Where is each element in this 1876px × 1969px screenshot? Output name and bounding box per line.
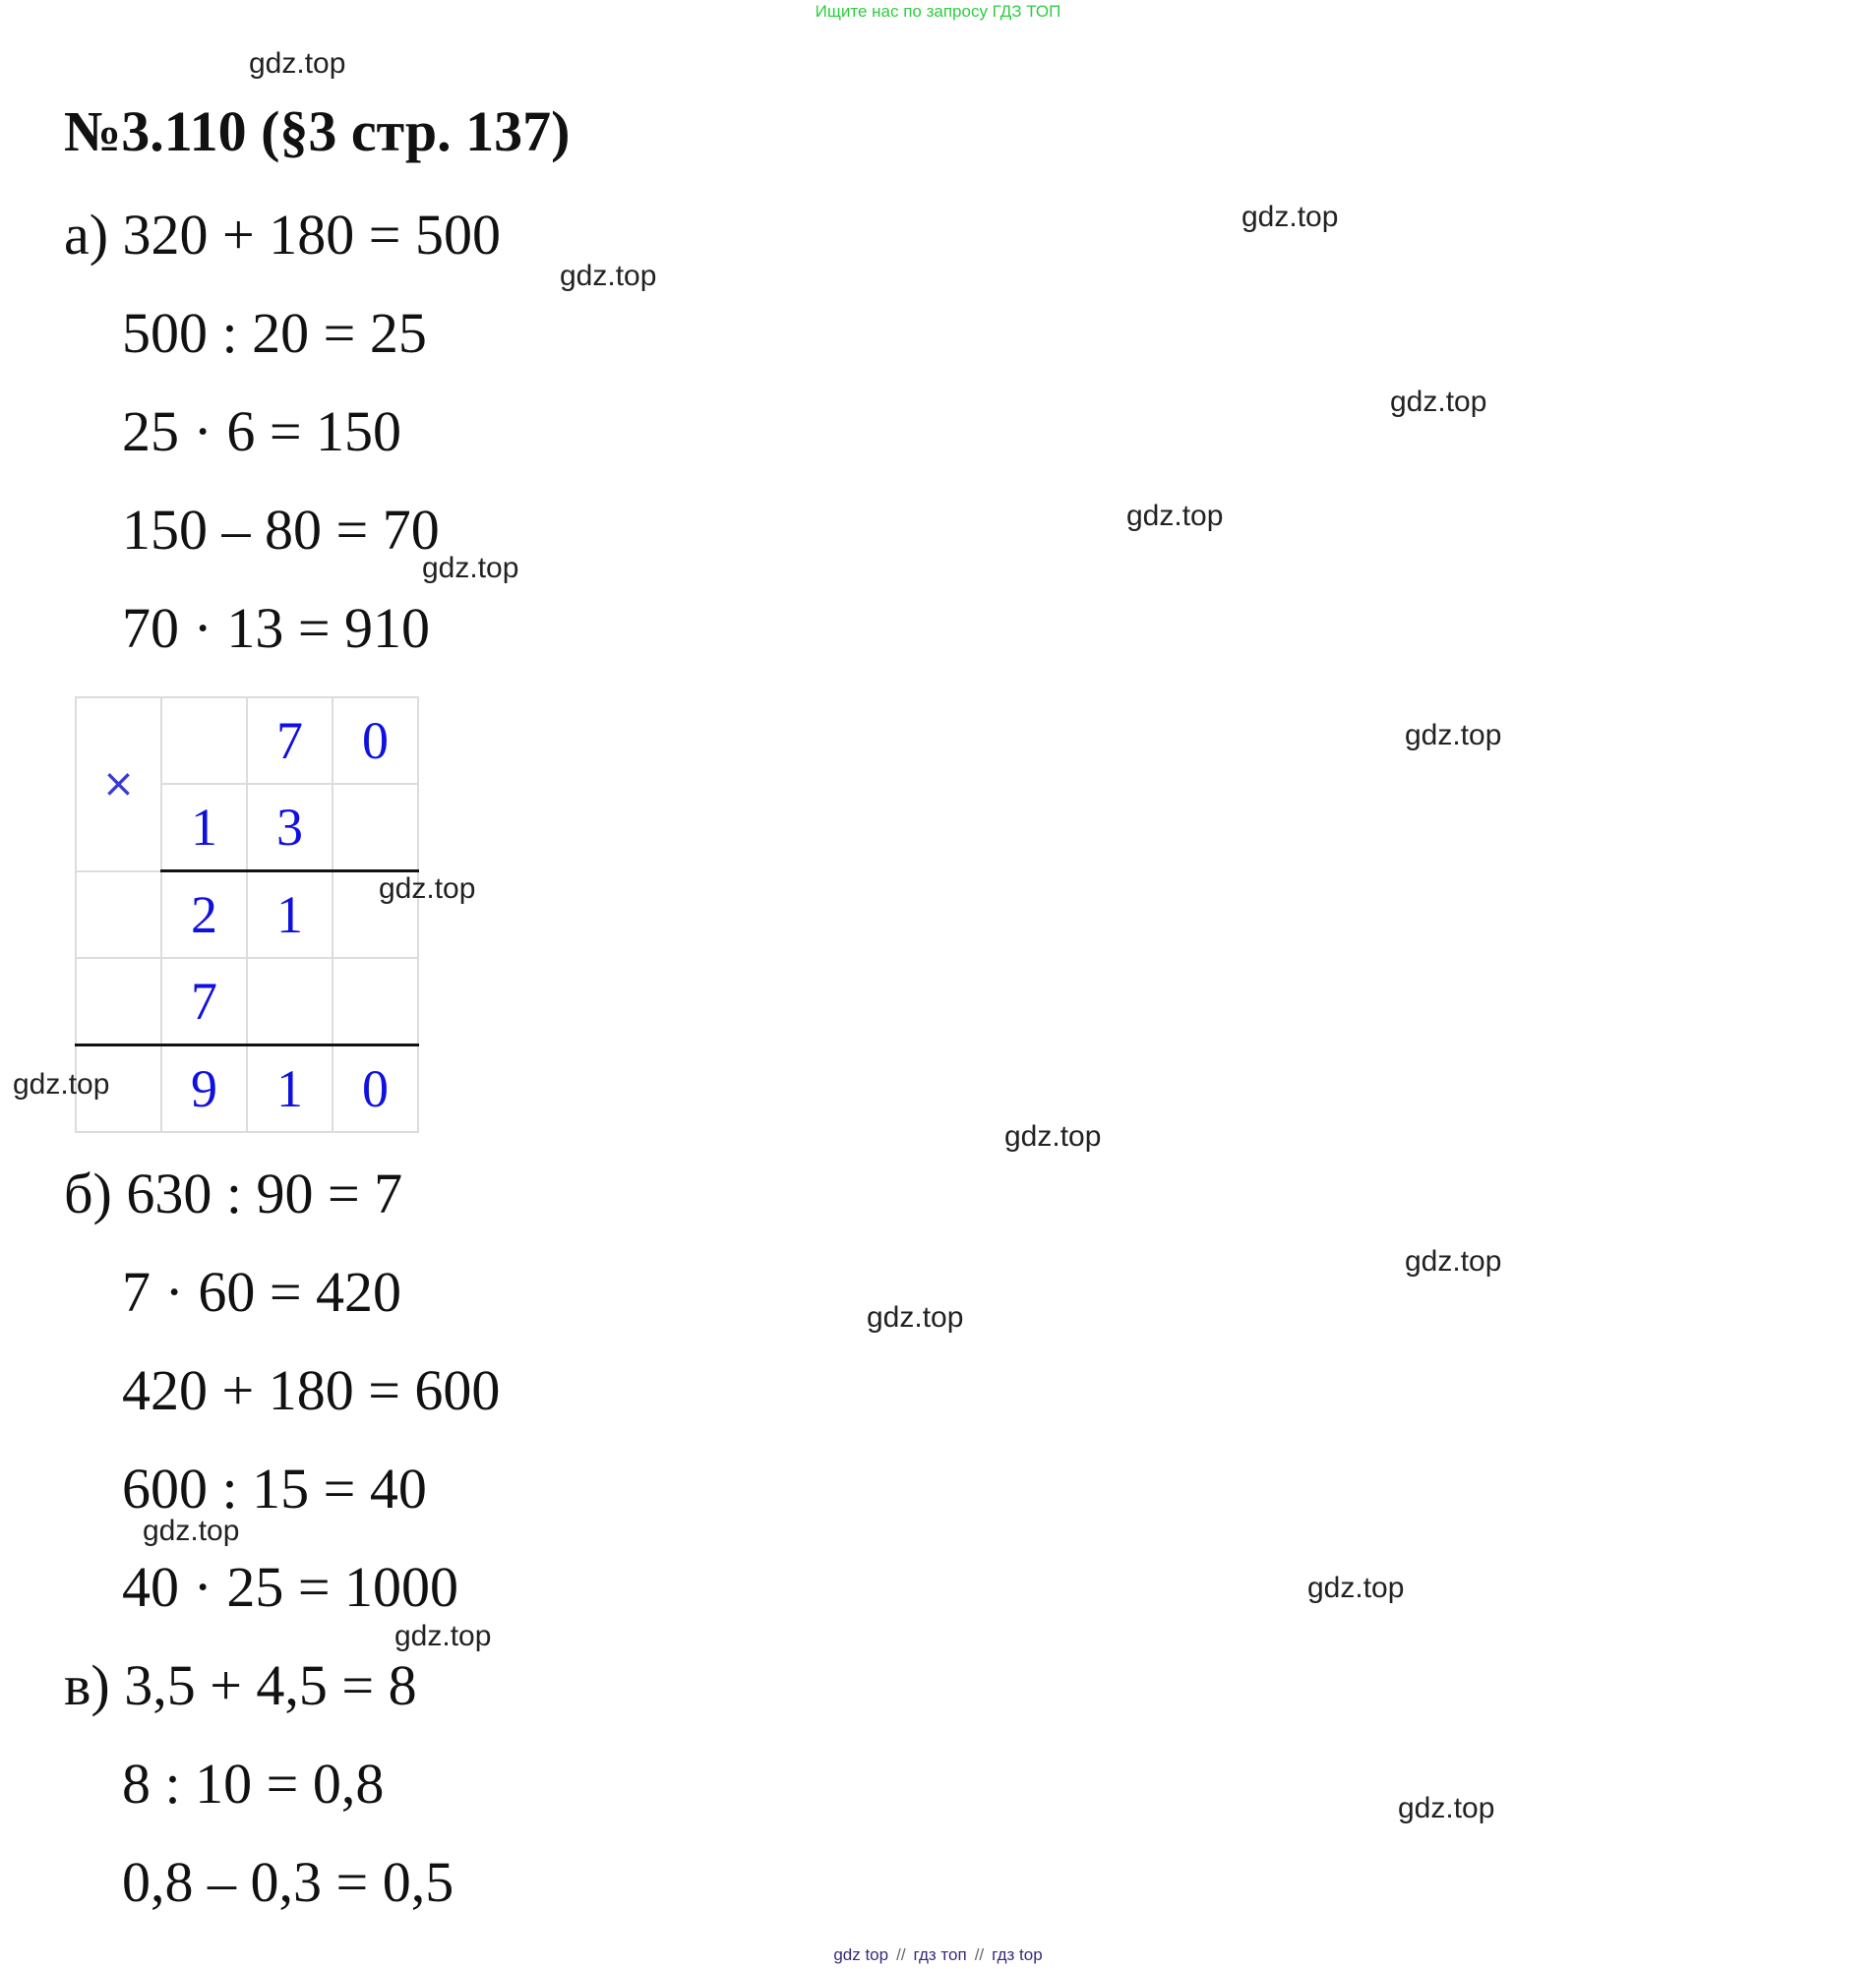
grid-cell: 1 xyxy=(161,784,247,871)
watermark: gdz.top xyxy=(1126,500,1224,532)
grid-cell xyxy=(161,697,247,784)
grid-cell xyxy=(333,958,418,1045)
watermark: gdz.top xyxy=(560,260,657,292)
grid-cell: 7 xyxy=(161,958,247,1045)
watermark: gdz.top xyxy=(867,1301,964,1334)
watermark: gdz.top xyxy=(13,1068,110,1101)
grid-cell: 0 xyxy=(333,697,418,784)
grid-cell xyxy=(247,958,333,1045)
equation-b-1: б) 630 : 90 = 7 xyxy=(64,1162,403,1225)
grid-cell xyxy=(333,784,418,871)
grid-cell: 7 xyxy=(247,697,333,784)
footer-link-gdz-top-mixed[interactable]: гдз top xyxy=(992,1945,1043,1964)
grid-cell: 1 xyxy=(247,871,333,959)
watermark: gdz.top xyxy=(379,872,476,905)
watermark: gdz.top xyxy=(249,47,346,80)
footer-links xyxy=(0,1945,1876,1965)
equation-a-4: 150 – 80 = 70 xyxy=(122,498,440,562)
grid-cell: 3 xyxy=(247,784,333,871)
equation-b-5: 40 · 25 = 1000 xyxy=(122,1555,459,1619)
watermark: gdz.top xyxy=(1004,1120,1102,1153)
grid-cell-empty xyxy=(76,871,161,959)
equation-c-1: в) 3,5 + 4,5 = 8 xyxy=(64,1653,417,1717)
column-multiplication xyxy=(75,696,419,1133)
equation-a-2: 500 : 20 = 25 xyxy=(122,301,427,365)
watermark: gdz.top xyxy=(1405,1245,1502,1278)
grid-cell: 1 xyxy=(247,1045,333,1133)
equation-b-4: 600 : 15 = 40 xyxy=(122,1457,427,1521)
grid-cell-empty xyxy=(76,958,161,1045)
grid-cell: 0 xyxy=(333,1045,418,1133)
page-title: №3.110 (§3 стр. 137) xyxy=(64,99,571,163)
footer-separator: // xyxy=(974,1945,985,1964)
equation-c-3: 0,8 – 0,3 = 0,5 xyxy=(122,1850,454,1914)
equation-b-3: 420 + 180 = 600 xyxy=(122,1358,501,1422)
equation-a-5: 70 · 13 = 910 xyxy=(122,596,431,660)
grid-cell: 9 xyxy=(161,1045,247,1133)
watermark: gdz.top xyxy=(1307,1572,1405,1604)
multiply-operator: × xyxy=(76,697,161,871)
equation-c-2: 8 : 10 = 0,8 xyxy=(122,1752,385,1816)
watermark: gdz.top xyxy=(1398,1792,1495,1824)
footer-link-gdz-top-ru[interactable]: гдз топ xyxy=(913,1945,967,1964)
watermark: gdz.top xyxy=(1405,719,1502,751)
grid-cell: 2 xyxy=(161,871,247,959)
footer-link-gdz-top[interactable]: gdz top xyxy=(833,1945,889,1964)
watermark: gdz.top xyxy=(394,1620,492,1652)
equation-b-2: 7 · 60 = 420 xyxy=(122,1260,402,1324)
equation-a-1: а) 320 + 180 = 500 xyxy=(64,203,501,267)
footer-separator: // xyxy=(896,1945,906,1964)
watermark: gdz.top xyxy=(422,552,519,584)
watermark: gdz.top xyxy=(1241,201,1339,233)
watermark: gdz.top xyxy=(143,1515,240,1547)
equation-a-3: 25 · 6 = 150 xyxy=(122,399,402,463)
watermark: gdz.top xyxy=(1390,386,1487,418)
search-banner: Ищите нас по запросу ГДЗ ТОП xyxy=(815,2,1061,21)
